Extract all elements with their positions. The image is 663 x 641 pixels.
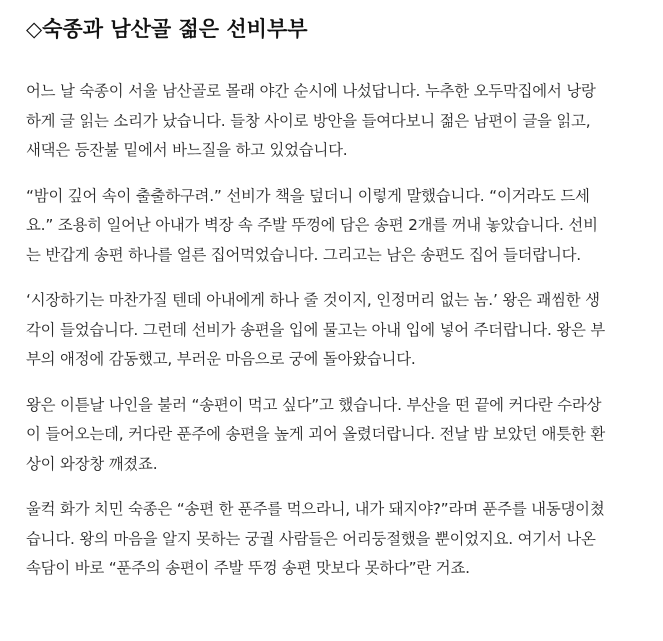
paragraph-line: 습니다. 왕의 마음을 알지 못하는 궁궐 사람들은 어리둥절했을 뿐이었지요. 여기서 나온 [26, 529, 596, 548]
article-title: ◇숙종과 남산골 젊은 선비부부 [26, 17, 308, 41]
paragraph-line: 새댁은 등잔불 밑에서 바느질을 하고 있었습니다. [26, 141, 348, 159]
paragraph [26, 77, 641, 166]
paragraph [26, 391, 641, 480]
paragraph-line: 속담이 바로 “푼주의 송편이 주발 뚜껑 송편 맛보다 못하다”란 거죠. [26, 559, 470, 577]
paragraph-line: 어느 날 숙종이 서울 남산골로 몰래 야간 순시에 나섰답니다. 누추한 오두막집에서 낭랑 [26, 82, 596, 100]
paragraph-line: 요.” 조용히 일어난 아내가 벽장 속 주발 뚜껑에 담은 송편 2개를 꺼내 놓았습니다. 선비 [26, 216, 598, 234]
paragraph [26, 286, 641, 375]
paragraph-line: 이 들어오는데, 커다란 푼주에 송편을 높게 괴어 올렸더랍니다. 전날 밤 보았던 애틋한 환 [26, 425, 606, 443]
paragraph-line: 울컥 화가 치민 숙종은 “송편 한 푼주를 먹으라니, 내가 돼지야?”라며 푼주를 내동댕이쳤 [26, 500, 605, 518]
paragraph-line: 는 반갑게 송편 하나를 얼른 집어먹었습니다. 그리고는 남은 송편도 집어 들더랍니다. [26, 245, 581, 264]
paragraph-line: 상이 와장창 깨졌죠. [26, 454, 158, 473]
paragraph-line: 각이 들었습니다. 그런데 선비가 송편을 입에 물고는 아내 입에 넣어 주더랍니다. 왕은 부 [26, 320, 606, 339]
paragraph-line: 왕은 이튿날 나인을 불러 “송편이 먹고 싶다”고 했습니다. 부산을 떤 끝에 커다란 수라상 [26, 395, 602, 414]
paragraph-line: ‘시장하기는 마찬가질 텐데 아내에게 하나 줄 것이지, 인정머리 없는 놈.’ 왕은 괘씸한 생 [26, 291, 600, 309]
paragraph [26, 495, 641, 584]
paragraph-line: 부의 애정에 감동했고, 부러운 마음으로 궁에 돌아왔습니다. [26, 350, 416, 368]
paragraph-line: “밤이 깊어 속이 출출하구려.” 선비가 책을 덮더니 이렇게 말했습니다. “이거라도 드세 [26, 186, 590, 205]
paragraph [26, 182, 641, 271]
paragraph-line: 하게 글 읽는 소리가 났습니다. 들창 사이로 방안을 들여다보니 젊은 남편이 글을 읽고, [26, 111, 591, 130]
